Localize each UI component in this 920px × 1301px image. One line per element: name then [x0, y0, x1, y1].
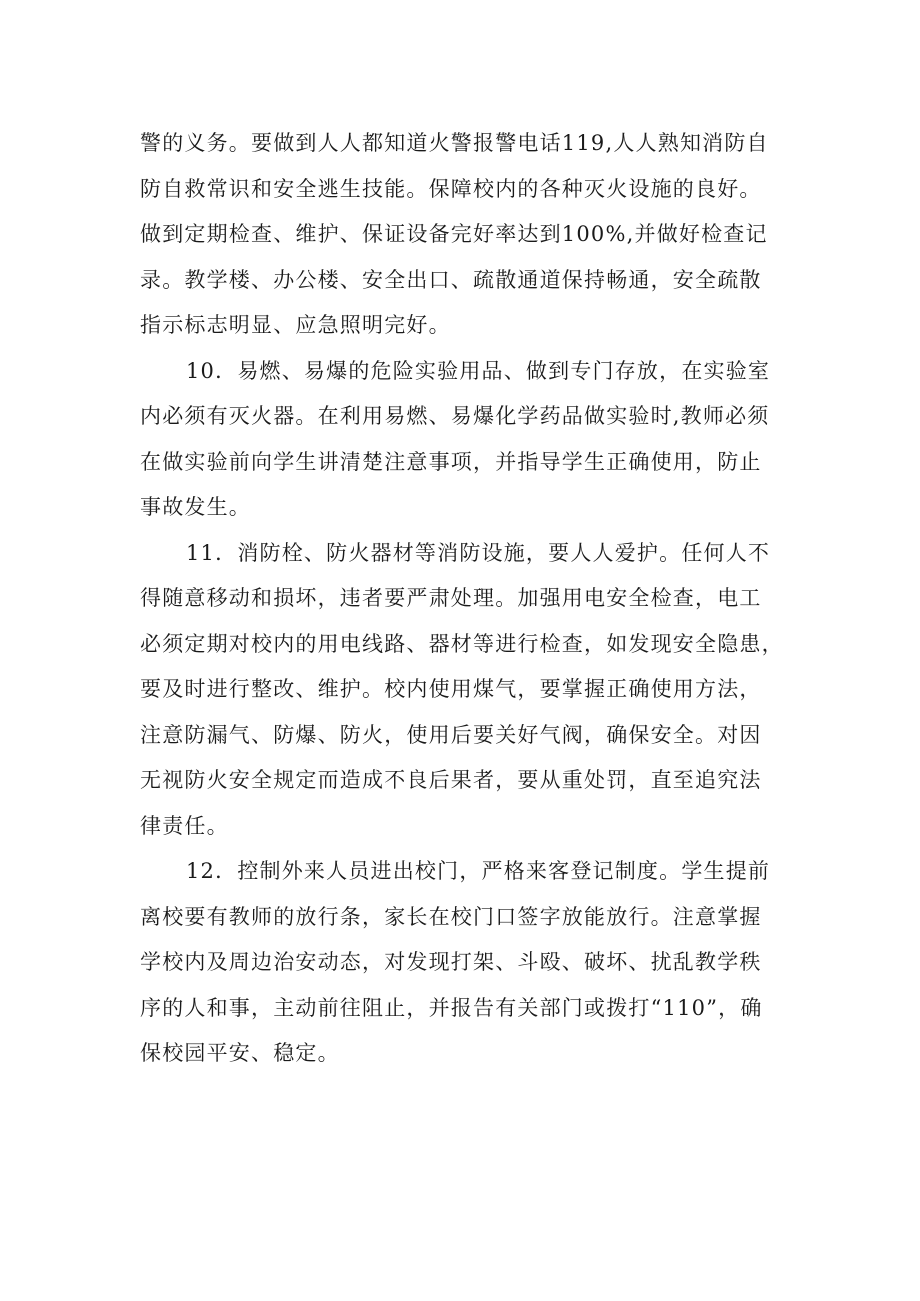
paragraph-item-11 — [140, 531, 805, 850]
text-line: 录。教学楼、办公楼、安全出口、疏散通道保持畅通，安全疏散 — [140, 267, 762, 292]
text-line: 内必须有灭火器。在利用易燃、易爆化学药品做实验时,教师必须 — [140, 404, 770, 428]
text-line: 律责任。 — [140, 813, 229, 838]
text-line: 离校要有教师的放行条，家长在校门口签字放能放行。注意掌握 — [140, 904, 762, 929]
text-line: 注意防漏气、防爆、防火，使用后要关好气阀，确保安全。对因 — [140, 722, 762, 747]
paragraph-item-10 — [140, 349, 805, 531]
paragraph-item-12 — [140, 849, 805, 1077]
text-line: 警的义务。要做到人人都知道火警报警电话119,人人熟知消防自 — [140, 131, 769, 155]
text-line: 要及时进行整改、维护。校内使用煤气，要掌握正确使用方法， — [140, 677, 762, 701]
text-line: 学校内及周边治安动态，对发现打架、斗殴、破坏、扰乱教学秩 — [140, 950, 762, 974]
text-line: 得随意移动和损坏，违者要严肃处理。加强用电安全检查，电工 — [140, 586, 762, 610]
text-line: 无视防火安全规定而造成不良后果者，要从重处罚，直至追究法 — [140, 768, 762, 792]
text-line: 指示标志明显、应急照明完好。 — [140, 313, 451, 337]
text-line: 11．消防栓、防火器材等消防设施，要人人爱护。任何人不 — [186, 540, 771, 565]
text-line: 做到定期检查、维护、保证设备完好率达到100%,并做好检查记 — [140, 222, 768, 246]
text-line: 事故发生。 — [140, 495, 251, 519]
body-text — [140, 121, 805, 1077]
text-line: 必须定期对校内的用电线路、器材等进行检查，如发现安全隐患， — [140, 631, 784, 656]
text-line: 在做实验前向学生讲清楚注意事项，并指导学生正确使用，防止 — [140, 449, 762, 474]
text-line: 防自救常识和安全逃生技能。保障校内的各种灭火设施的良好。 — [140, 176, 762, 201]
text-line: 10．易燃、易爆的危险实验用品、做到专门存放，在实验室 — [186, 358, 771, 383]
paragraph-fire-alarm-duty — [140, 121, 805, 349]
text-line: 12．控制外来人员进出校门，严格来客登记制度。学生提前 — [186, 859, 771, 883]
text-line: 序的人和事，主动前往阻止，并报告有关部门或拨打“110”，确 — [140, 995, 763, 1020]
text-line: 保校园平安、稳定。 — [140, 1041, 340, 1065]
